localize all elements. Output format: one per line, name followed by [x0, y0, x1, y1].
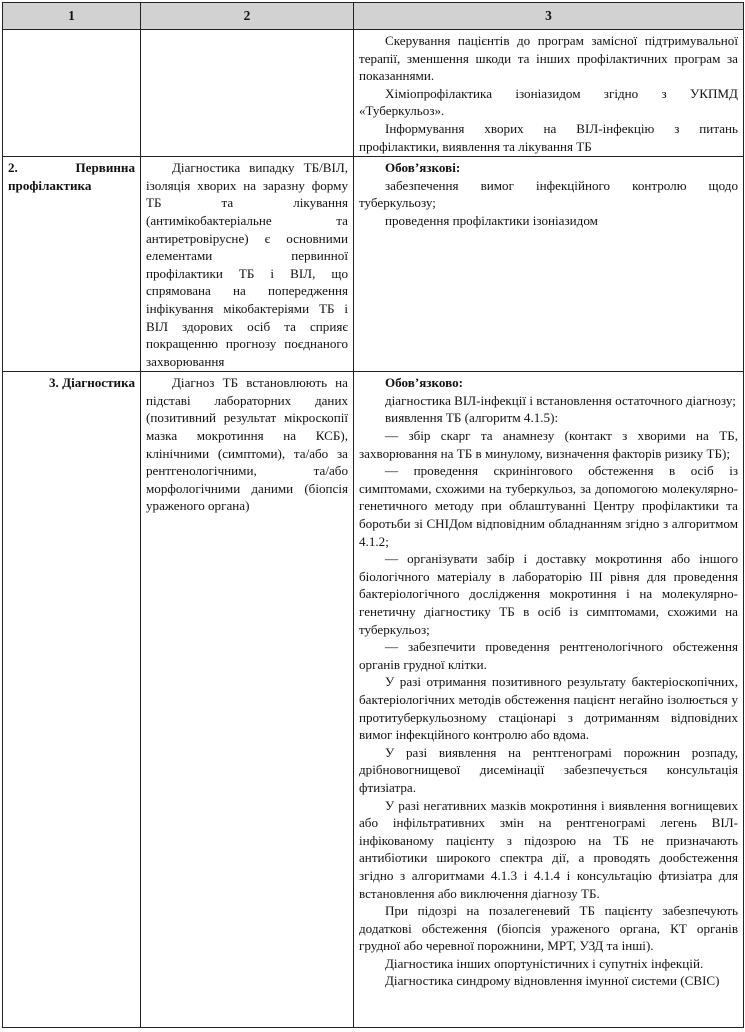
table-row	[3, 157, 744, 372]
row3-description-cell	[141, 372, 354, 1028]
table-row	[3, 30, 744, 157]
stage-title: 3. Діагностика	[48, 375, 135, 391]
row1-measures-cell	[354, 30, 744, 157]
row2-stage-cell	[3, 157, 141, 372]
paragraph: Інформування хворих на ВІЛ-інфекцію з питань профілактики, виявлення та лікування ТБ	[359, 120, 738, 154]
paragraph: Діагностика інших опортуністичних і супутніх інфекцій.	[385, 955, 704, 971]
paragraph: — проведення скринінгового обстеження в осіб із симптомами, схожими на туберкульоз, за допомогою молекулярно-генетичного методу при облаштуванні Центру профілактики та боротьби зі СНІДом відповідним обладнанням згідно з алгоритмом 4.1.2;	[359, 463, 738, 549]
protocol-table	[2, 2, 744, 1028]
row3-stage-cell	[3, 372, 141, 1028]
paragraph: — збір скарг та анамнезу (контакт з хворими на ТБ, захворювання на ТБ в минулому, визначення факторів ризику ТБ);	[359, 428, 738, 461]
row1-stage-cell	[3, 30, 141, 157]
header-row	[3, 3, 744, 30]
section-heading: Обов’язково:	[385, 375, 464, 391]
row2-description-cell	[141, 157, 354, 372]
stage-title: 2. Первинна	[8, 160, 135, 176]
paragraph: У разі отримання позитивного результату бактеріоскопічних, бактеріологічних методів обстеження пацієнт негайно ізолюється у протитуберкульозному стаціонарі з дотриманням відповідних вимог інфекційного контролю або вдома.	[359, 674, 738, 743]
paragraph: — організувати забір і доставку мокротиння або іншого біологічного матеріалу в лабораторію III рівня для проведення бактеріологічного дослідження мокротиння і на молекулярно-генетичну діагностику ТБ в осіб із симптомами, схожими на туберкульоз;	[359, 551, 738, 637]
stage-title: профілактика	[8, 177, 92, 193]
paragraph: Скерування пацієнтів до програм замісної підтримувальної терапії, зменшення шкоди та інших профілактичних програм за показаннями.	[359, 33, 738, 84]
row3-measures-cell	[354, 372, 744, 1028]
paragraph: Хіміопрофілактика ізоніазидом згідно з УКПМД «Туберкульоз».	[359, 85, 738, 119]
header-cell-2: 2	[141, 3, 354, 30]
row2-measures-cell	[354, 157, 744, 372]
paragraph: проведення профілактики ізоніазидом	[385, 212, 598, 228]
paragraph: діагностика ВІЛ-інфекції і встановлення остаточного діагнозу;	[385, 392, 736, 408]
row1-description-cell	[141, 30, 354, 157]
table-row	[3, 372, 744, 1028]
paragraph: — забезпечити проведення рентгенологічного обстеження органів грудної клітки.	[359, 639, 738, 672]
paragraph: виявлення ТБ (алгоритм 4.1.5):	[385, 410, 559, 426]
header-cell-3: 3	[354, 3, 744, 30]
section-heading: Обов’язкові:	[385, 160, 461, 176]
paragraph: У разі негативних мазків мокротиння і виявлення вогнищевих або інфільтративних змін на рентгенограмі легень ВІЛ-інфікованому пацієнту з підозрою на ТБ не призначають антибіотики широкого спектра дії, а проводять дообстеження згідно з алгоритмами 4.1.3 і 4.1.4 і консультацію фтизіатра для встановлення або виключення діагнозу ТБ.	[359, 797, 738, 901]
paragraph: У разі виявлення на рентгенограмі порожнин розпаду, дрібновогнищевої дисемінації забезпечується консультація фтизіатра.	[359, 744, 738, 795]
paragraph: Діагноз ТБ встановлюють на підставі лабораторних даних (позитивний результат мікроскопії мазка мокротиння на КСБ), клінічними (симптоми), та/або за рентгенологічними, та/або морфологічними даними (біопсія ураженого органа)	[146, 375, 348, 514]
paragraph: забезпечення вимог інфекційного контролю щодо туберкульозу;	[359, 177, 738, 211]
header-cell-1: 1	[3, 3, 141, 30]
paragraph: Діагностика випадку ТБ/ВІЛ, ізоляція хворих на заразну форму ТБ та лікування (антимікобактеріальне та антиретровірусне) є основними елементами первинної профілактики ТБ і ВІЛ, що спрямована на попередження інфікування мікобактеріями ТБ і ВІЛ здорових осіб та сприяє покращенню прогнозу поєднаного захворювання	[146, 160, 348, 369]
paragraph: При підозрі на позалегеневий ТБ пацієнту забезпечують додаткові обстеження (біопсія ураженого органа, КТ органів грудної або черевної порожнини, МРТ, УЗД та інші).	[359, 903, 738, 954]
paragraph: Діагностика синдрому відновлення імунної системи (СВІС)	[385, 973, 720, 989]
